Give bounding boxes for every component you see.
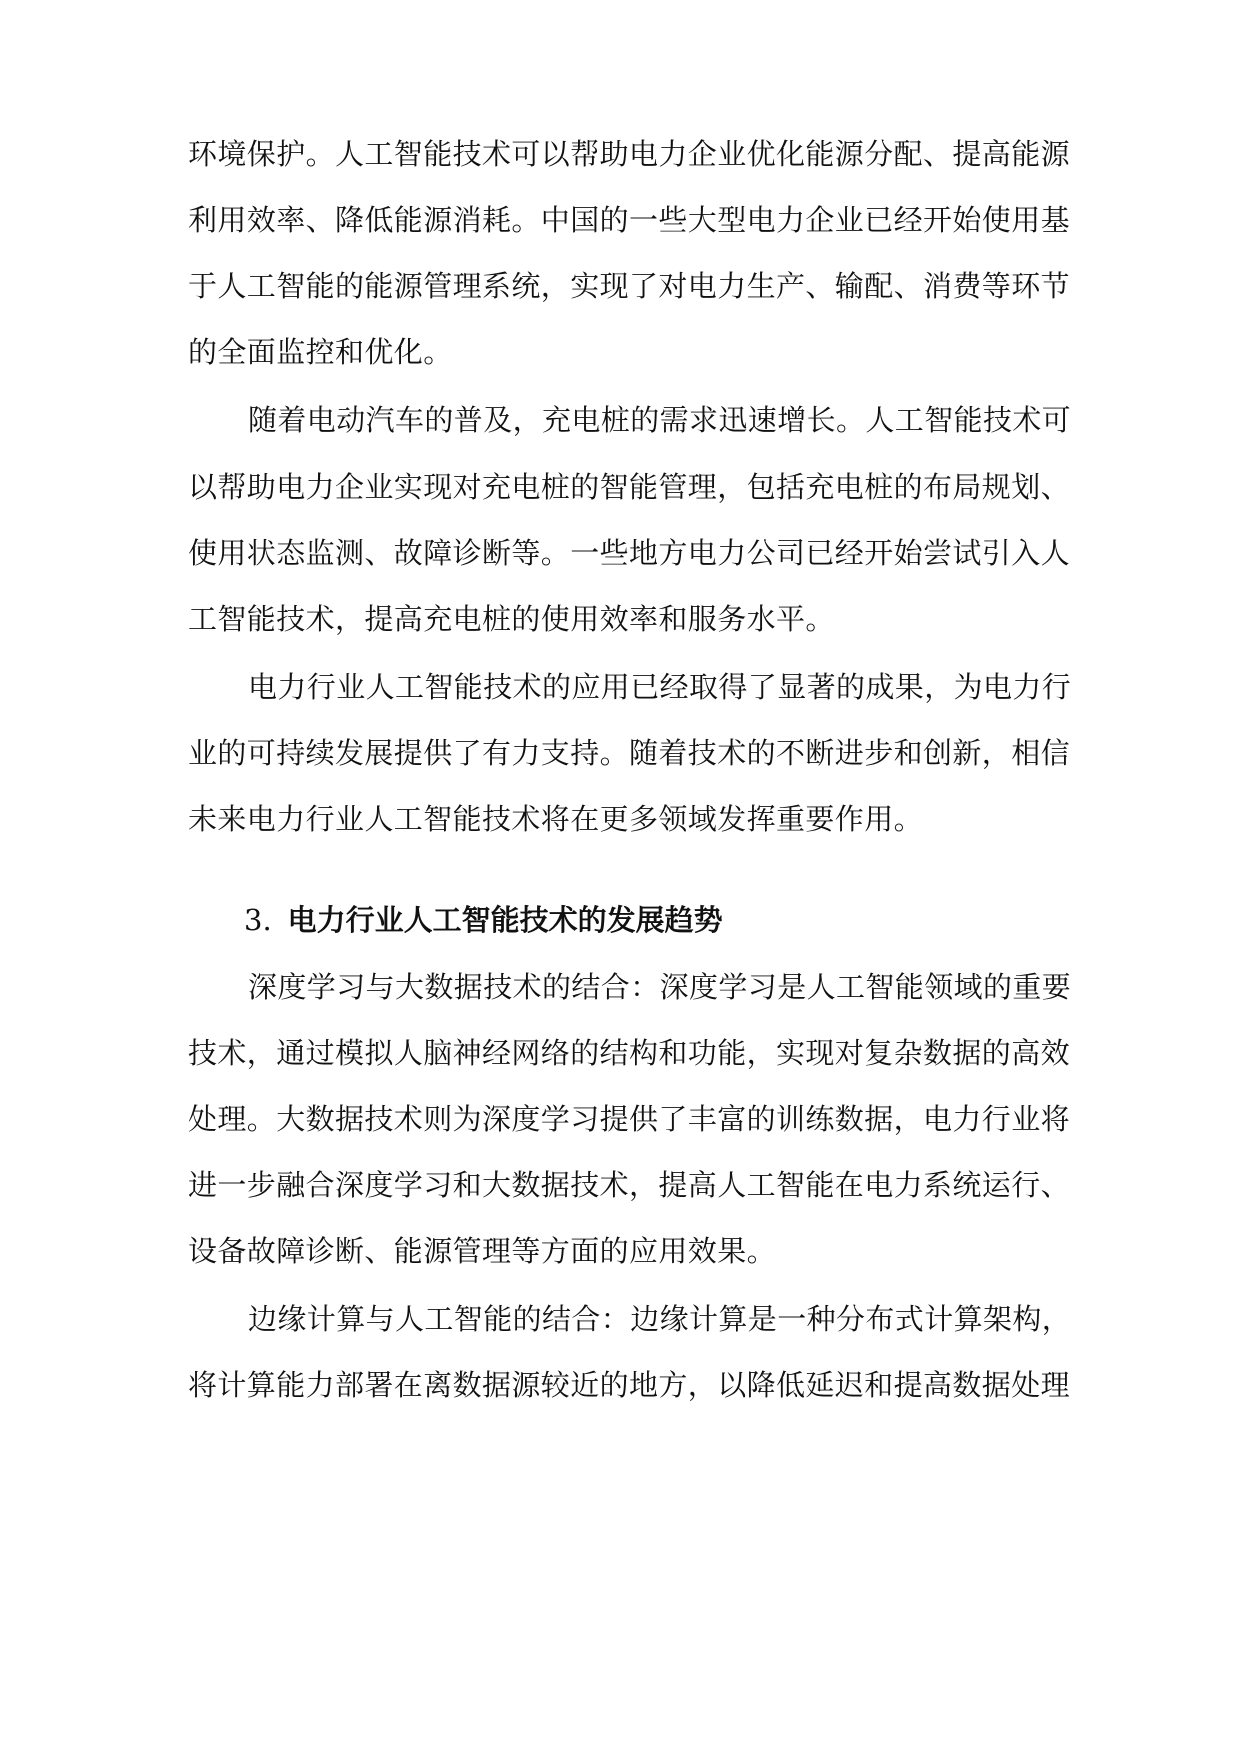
section-title: 电力行业人工智能技术的发展趋势: [287, 903, 723, 937]
paragraph-1-line-1: 环境保护。人工智能技术可以帮助电力企业优化能源分配、提高能源: [188, 137, 1071, 171]
section-number: 3.: [244, 903, 272, 937]
paragraph-4-line-1: 深度学习与大数据技术的结合：深度学习是人工智能领域的重要: [248, 970, 1072, 1004]
paragraph-4-line-3: 处理。大数据技术则为深度学习提供了丰富的训练数据，电力行业将: [188, 1102, 1071, 1136]
paragraph-1-line-3: 于人工智能的能源管理系统，实现了对电力生产、输配、消费等环节: [188, 269, 1071, 303]
paragraph-2-line-1: 随着电动汽车的普及，充电桩的需求迅速增长。人工智能技术可: [248, 403, 1072, 437]
paragraph-2-line-2: 以帮助电力企业实现对充电桩的智能管理，包括充电桩的布局规划、: [188, 470, 1071, 504]
paragraph-3-line-1: 电力行业人工智能技术的应用已经取得了显著的成果，为电力行: [248, 670, 1072, 704]
paragraph-1-line-2: 利用效率、降低能源消耗。中国的一些大型电力企业已经开始使用基: [188, 203, 1071, 237]
section-heading: [244, 900, 723, 940]
paragraph-2-line-4: 工智能技术，提高充电桩的使用效率和服务水平。: [188, 602, 835, 636]
paragraph-3-line-3: 未来电力行业人工智能技术将在更多领域发挥重要作用。: [188, 802, 924, 836]
paragraph-5-line-2: 将计算能力部署在离数据源较近的地方，以降低延迟和提高数据处理: [188, 1368, 1071, 1402]
paragraph-4-line-5: 设备故障诊断、能源管理等方面的应用效果。: [188, 1234, 777, 1268]
paragraph-2-line-3: 使用状态监测、故障诊断等。一些地方电力公司已经开始尝试引入人: [188, 536, 1071, 570]
paragraph-1-line-4: 的全面监控和优化。: [188, 335, 453, 369]
paragraph-3-line-2: 业的可持续发展提供了有力支持。随着技术的不断进步和创新，相信: [188, 736, 1071, 770]
paragraph-4-line-2: 技术，通过模拟人脑神经网络的结构和功能，实现对复杂数据的高效: [188, 1036, 1071, 1070]
paragraph-4-line-4: 进一步融合深度学习和大数据技术，提高人工智能在电力系统运行、: [188, 1168, 1071, 1202]
paragraph-5-line-1: 边缘计算与人工智能的结合：边缘计算是一种分布式计算架构，: [248, 1302, 1072, 1336]
